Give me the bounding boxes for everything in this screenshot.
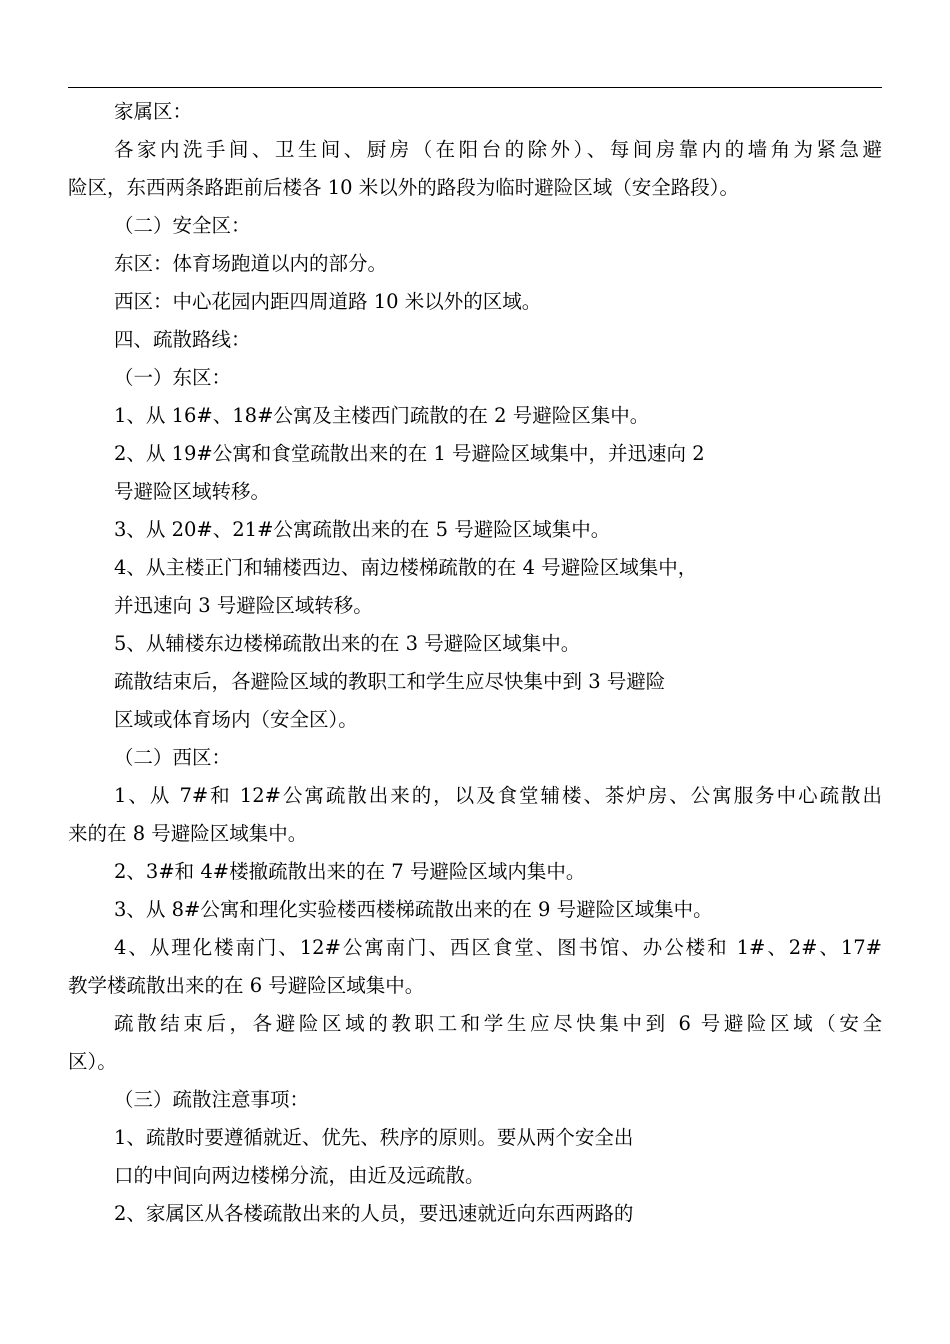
text-line: 2、从 19#公寓和食堂疏散出来的在 1 号避险区域集中，并迅速向 2 [114, 442, 705, 465]
text-line: 号避险区域转移。 [114, 480, 271, 503]
header-rule [68, 87, 882, 88]
text-line: 3、从 8#公寓和理化实验楼西楼梯疏散出来的在 9 号避险区域集中。 [114, 898, 713, 921]
text-line: 东区：体育场跑道以内的部分。 [114, 252, 388, 275]
text-line: （一）东区： [114, 366, 232, 389]
text-line: 家属区： [114, 100, 193, 123]
text-line: （二）安全区： [114, 214, 251, 237]
text-line: 1、从 7#和 12#公寓疏散出来的，以及食堂辅楼、茶炉房、公寓服务中心疏散出 [114, 784, 882, 807]
text-line: （二）西区： [114, 746, 232, 769]
text-line: 4、从主楼正门和辅楼西边、南边楼梯疏散的在 4 号避险区域集中， [114, 556, 698, 579]
text-line: 疏散结束后，各避险区域的教职工和学生应尽快集中到 6 号避险区域（安全 [114, 1012, 882, 1035]
text-line: 四、疏散路线： [114, 328, 251, 351]
document-body [68, 93, 882, 1233]
text-line: 区）。 [68, 1050, 117, 1073]
text-line: 4、从理化楼南门、12#公寓南门、西区食堂、图书馆、办公楼和 1#、2#、17# [114, 936, 882, 959]
text-line: 2、3#和 4#楼撤疏散出来的在 7 号避险区域内集中。 [114, 860, 586, 883]
text-line: 2、家属区从各楼疏散出来的人员，要迅速就近向东西两路的 [114, 1202, 634, 1225]
text-line: 1、疏散时要遵循就近、优先、秩序的原则。要从两个安全出 [114, 1126, 634, 1149]
text-line: （三）疏散注意事项： [114, 1088, 310, 1111]
text-line: 疏散结束后，各避险区域的教职工和学生应尽快集中到 3 号避险 [114, 670, 666, 693]
text-line: 险区，东西两条路距前后楼各 10 米以外的路段为临时避险区域（安全路段）。 [68, 176, 739, 199]
text-line: 3、从 20#、21#公寓疏散出来的在 5 号避险区域集中。 [114, 518, 611, 541]
text-line: 1、从 16#、18#公寓及主楼西门疏散的在 2 号避险区集中。 [114, 404, 650, 427]
text-line: 区域或体育场内（安全区）。 [114, 708, 358, 731]
text-line: 并迅速向 3 号避险区域转移。 [114, 594, 373, 617]
text-line: 各家内洗手间、卫生间、厨房（在阳台的除外）、每间房靠内的墙角为紧急避 [114, 138, 882, 161]
text-line: 教学楼疏散出来的在 6 号避险区域集中。 [68, 974, 425, 997]
text-line: 口的中间向两边楼梯分流，由近及远疏散。 [114, 1164, 485, 1187]
text-line: 5、从辅楼东边楼梯疏散出来的在 3 号避险区域集中。 [114, 632, 581, 655]
text-line: 西区：中心花园内距四周道路 10 米以外的区域。 [114, 290, 542, 313]
text-line: 来的在 8 号避险区域集中。 [68, 822, 308, 845]
